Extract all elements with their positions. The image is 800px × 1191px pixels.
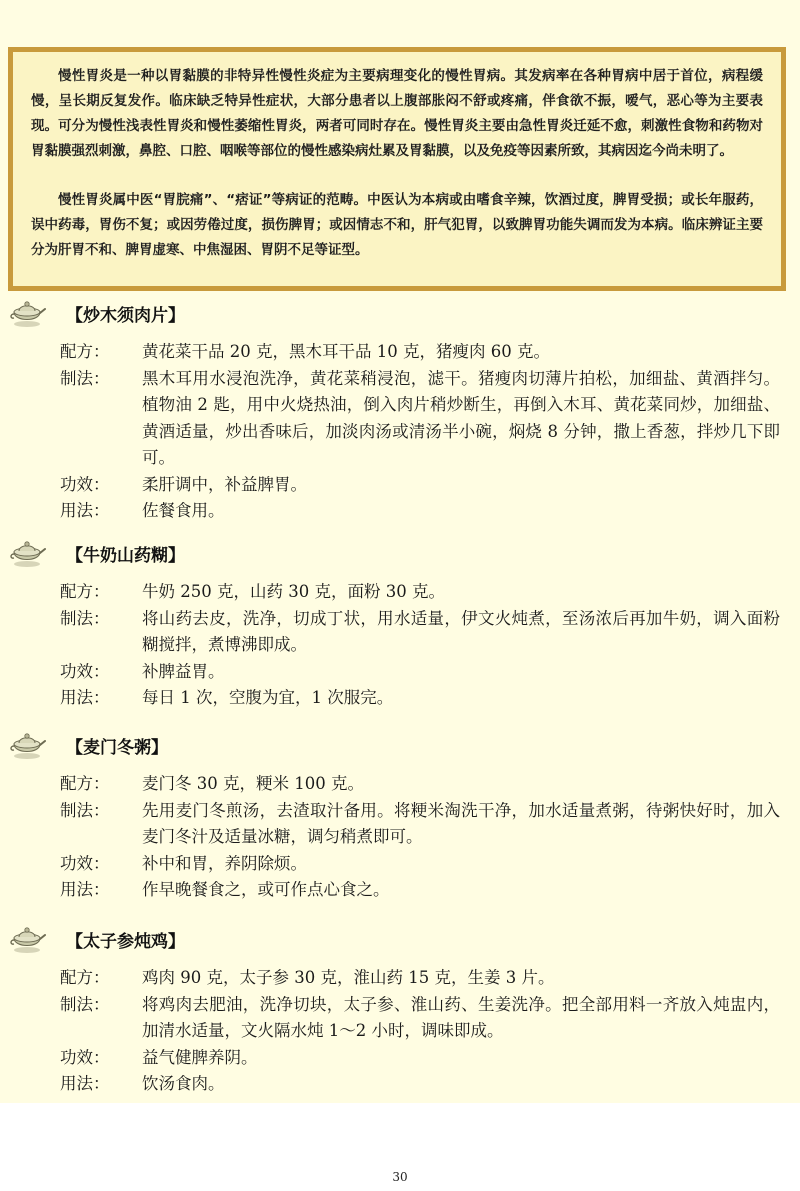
recipe-effect-row bbox=[60, 472, 780, 499]
formula-label: 配方： bbox=[60, 774, 110, 793]
method-text: 先用麦门冬煎汤，去渣取汁备用。将粳米淘洗干净，加水适量煮粥，待粥快好时，加入麦门冬汁及适量冰糖，调匀稍煮即可。 bbox=[142, 800, 780, 846]
formula-text: 鸡肉 90 克，太子参 30 克，淮山药 15 克，生姜 3 片。 bbox=[142, 968, 555, 987]
method-text: 将山药去皮，洗净，切成丁状，用水适量，伊文火炖煮，至汤浓后再加牛奶，调入面粉糊搅拌，煮博沸即成。 bbox=[142, 608, 780, 654]
usage-label: 用法： bbox=[60, 1074, 110, 1093]
recipe-method-row bbox=[60, 798, 780, 851]
teapot-icon bbox=[8, 298, 46, 328]
recipe-usage-row bbox=[60, 685, 780, 712]
formula-text: 麦门冬 30 克，粳米 100 克。 bbox=[142, 774, 364, 793]
teapot-icon bbox=[8, 730, 46, 760]
method-text: 黑木耳用水浸泡洗净，黄花菜稍浸泡，滤干。猪瘦肉切薄片拍松，加细盐、黄酒拌匀。植物油 2 匙，用中火烧热油，倒入肉片稍炒断生，再倒入木耳、黄花菜同炒，加细盐、黄酒适量，炒出香味后，加淡肉汤或清汤半小碗，焖烧 8 分钟，撒上香葱，拌炒几下即可。 bbox=[142, 368, 780, 467]
recipe-formula-row bbox=[60, 771, 780, 798]
intro-paragraph-2: 慢性胃炎属中医“胃脘痛”、“痞证”等病证的范畴。中医认为本病或由嗜食辛辣，饮酒过度，脾胃受损；或长年服药，误中药毒，胃伤不复；或因劳倦过度，损伤脾胃；或因情志不和，肝气犯胃，以致脾胃功能失调而发为本病。临床辨证主要分为肝胃不和、脾胃虚寒、中焦湿困、胃阴不足等证型。 bbox=[31, 192, 763, 258]
recipe-method-row bbox=[60, 606, 780, 659]
effect-text: 补中和胃，养阴除烦。 bbox=[142, 853, 307, 873]
formula-label: 配方： bbox=[60, 968, 110, 987]
effect-text: 益气健脾养阴。 bbox=[142, 1047, 258, 1067]
recipe-effect-row bbox=[60, 1045, 780, 1072]
effect-label: 功效： bbox=[60, 661, 110, 681]
usage-text: 每日 1 次，空腹为宜，1 次服完。 bbox=[142, 688, 394, 707]
recipe-effect-row bbox=[60, 851, 780, 878]
recipe-formula-row bbox=[60, 339, 780, 366]
usage-text: 佐餐食用。 bbox=[142, 501, 225, 520]
method-label: 制法： bbox=[60, 994, 110, 1014]
method-label: 制法： bbox=[60, 800, 110, 820]
recipe-method-row bbox=[60, 992, 780, 1045]
recipe-usage-row bbox=[60, 1071, 780, 1098]
recipe-usage-row bbox=[60, 877, 780, 904]
intro-paragraph-1: 慢性胃炎是一种以胃黏膜的非特异性慢性炎症为主要病理变化的慢性胃病。其发病率在各种胃病中居于首位，病程缓慢，呈长期反复发作。临床缺乏特异性症状，大部分患者以上腹部胀闷不舒或疼痛，伴食欲不振，嗳气，恶心等为主要表现。可分为慢性浅表性胃炎和慢性萎缩性胃炎，两者可同时存在。慢性胃炎主要由急性胃炎迁延不愈，刺激性食物和药物对胃黏膜强烈刺激，鼻腔、口腔、咽喉等部位的慢性感染病灶累及胃黏膜，以及免疫等因素所致，其病因迄今尚未明了。 bbox=[31, 68, 763, 159]
recipe-usage-row bbox=[60, 498, 780, 525]
page-number: 30 bbox=[392, 1170, 408, 1184]
recipe-title: 【牛奶山药糊】 bbox=[66, 545, 185, 566]
effect-label: 功效： bbox=[60, 474, 110, 494]
formula-text: 黄花菜干品 20 克，黑木耳干品 10 克，猪瘦肉 60 克。 bbox=[142, 342, 550, 361]
teapot-icon bbox=[8, 538, 46, 568]
usage-label: 用法： bbox=[60, 880, 110, 899]
effect-text: 柔肝调中，补益脾胃。 bbox=[142, 474, 307, 494]
teapot-icon bbox=[8, 924, 46, 954]
usage-label: 用法： bbox=[60, 688, 110, 707]
usage-label: 用法： bbox=[60, 501, 110, 520]
effect-label: 功效： bbox=[60, 853, 110, 873]
intro-text bbox=[31, 64, 763, 263]
formula-text: 牛奶 250 克，山药 30 克，面粉 30 克。 bbox=[142, 582, 445, 601]
effect-text: 补脾益胃。 bbox=[142, 661, 225, 681]
recipe-title: 【太子参炖鸡】 bbox=[66, 931, 185, 952]
effect-label: 功效： bbox=[60, 1047, 110, 1067]
recipe-formula-row bbox=[60, 579, 780, 606]
recipe-title: 【麦门冬粥】 bbox=[66, 737, 168, 758]
recipe-method-row bbox=[60, 366, 780, 472]
method-text: 将鸡肉去肥油，洗净切块，太子参、淮山药、生姜洗净。把全部用料一齐放入炖盅内，加清水适量，文火隔水炖 1～2 小时，调味即成。 bbox=[142, 994, 780, 1040]
method-label: 制法： bbox=[60, 368, 110, 388]
intro-box bbox=[8, 47, 786, 291]
recipe-title: 【炒木须肉片】 bbox=[66, 305, 185, 326]
usage-text: 作早晚餐食之，或可作点心食之。 bbox=[142, 880, 390, 899]
method-label: 制法： bbox=[60, 608, 110, 628]
recipe-formula-row bbox=[60, 965, 780, 992]
formula-label: 配方： bbox=[60, 342, 110, 361]
recipe-effect-row bbox=[60, 659, 780, 686]
formula-label: 配方： bbox=[60, 582, 110, 601]
usage-text: 饮汤食肉。 bbox=[142, 1074, 225, 1093]
